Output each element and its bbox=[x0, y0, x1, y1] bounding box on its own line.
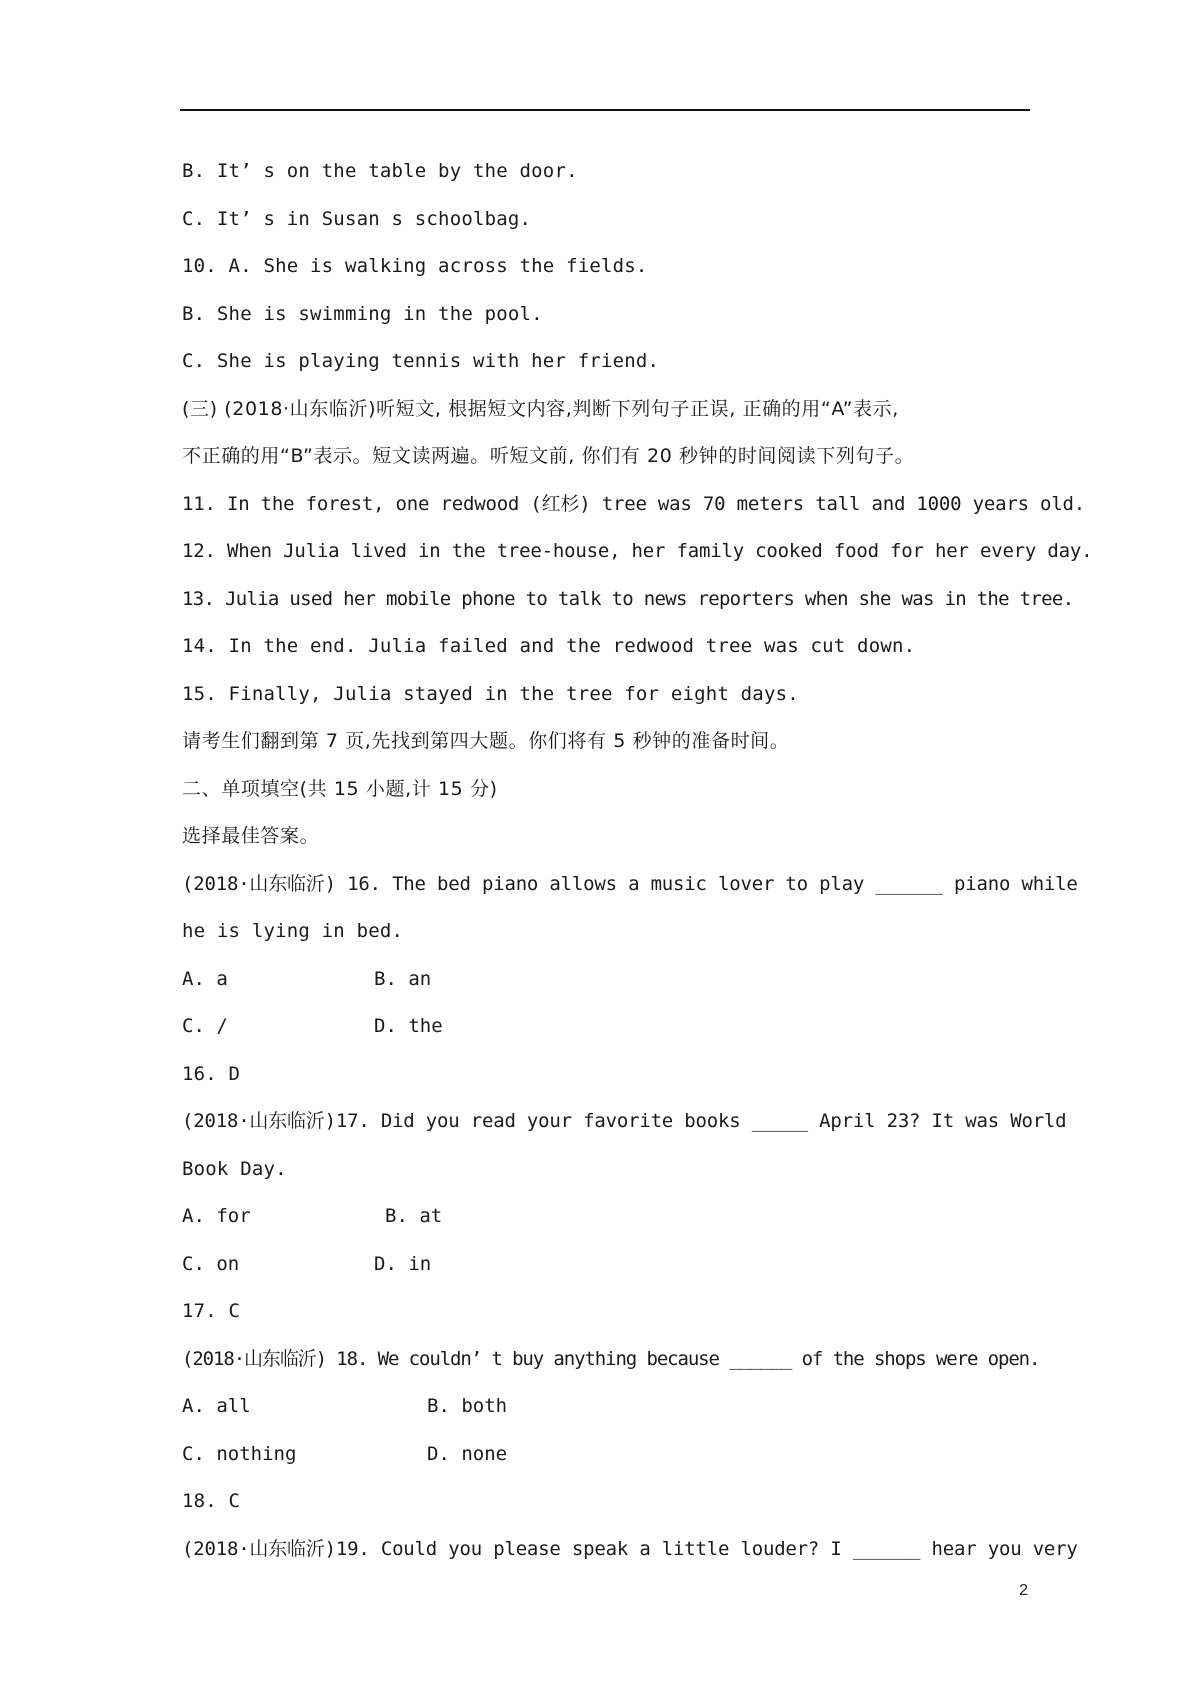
question-18-stem: (2018·山东临沂) 18. We couldn’ t buy anything because ______ of the shops were open. bbox=[182, 1347, 1040, 1370]
turn-page-instruction: 请考生们翻到第 7 页,先找到第四大题。你们将有 5 秒钟的准备时间。 bbox=[182, 730, 790, 752]
question-19-stem: (2018·山东临沂)19. Could you please speak a little louder? I ______ hear you very bbox=[182, 1537, 1078, 1560]
q17-option-a: A. for bbox=[182, 1205, 251, 1227]
q16-option-c: C. / bbox=[182, 1015, 228, 1037]
answer-16: 16. D bbox=[182, 1062, 241, 1085]
header-rule bbox=[180, 109, 1030, 111]
statement-15: 15. Finally, Julia stayed in the tree for eight days. bbox=[182, 682, 799, 705]
statement-13: 13. Julia used her mobile phone to talk to news reporters when she was in the tree. bbox=[182, 587, 1074, 610]
answer-18: 18. C bbox=[182, 1490, 241, 1512]
section3-instruction-line1: (三) (2018·山东临沂)听短文, 根据短文内容,判断下列句子正误, 正确的用“A”表示, bbox=[182, 397, 899, 420]
q10-option-c: C. She is playing tennis with her friend. bbox=[182, 350, 660, 372]
question-16-stem: (2018·山东临沂) 16. The bed piano allows a music lover to play ______ piano while bbox=[182, 872, 1078, 895]
page-body bbox=[182, 148, 1093, 1573]
q17-option-c: C. on bbox=[182, 1252, 240, 1275]
q16-option-a: A. a bbox=[182, 967, 228, 990]
q9-option-b: B. It’ s on the table by the door. bbox=[182, 160, 578, 182]
statement-11: 11. In the forest, one redwood (红杉) tree was 70 meters tall and 1000 years old. bbox=[182, 492, 1086, 515]
question-17-options-row2 bbox=[182, 1241, 1042, 1289]
q18-option-d: D. none bbox=[427, 1442, 508, 1465]
choose-best-answer-instruction: 选择最佳答案。 bbox=[182, 825, 320, 847]
section3-instruction-line2: 不正确的用“B”表示。短文读两遍。听短文前, 你们有 20 秒钟的时间阅读下列句子。 bbox=[182, 445, 915, 467]
q18-option-a: A. all bbox=[182, 1395, 251, 1417]
q10-option-b: B. She is swimming in the pool. bbox=[182, 302, 543, 325]
q18-option-b: B. both bbox=[427, 1395, 508, 1417]
question-16-stem-continued: he is lying in bed. bbox=[182, 920, 404, 942]
q9-option-c: C. It’ s in Susan s schoolbag. bbox=[182, 207, 532, 230]
question-18-options-row1 bbox=[182, 1383, 1042, 1431]
statement-12: 12. When Julia lived in the tree-house, her family cooked food for her every day. bbox=[182, 540, 1093, 562]
question-18-options-row2 bbox=[182, 1431, 1042, 1479]
q17-option-d: D. in bbox=[374, 1252, 432, 1275]
page-number: 2 bbox=[1019, 1582, 1028, 1599]
section-heading-single-choice: 二、单项填空(共 15 小题,计 15 分) bbox=[182, 777, 498, 800]
q10-option-a: 10. A. She is walking across the fields. bbox=[182, 255, 648, 277]
question-16-options-row1 bbox=[182, 956, 1042, 1004]
question-17-stem: (2018·山东临沂)17. Did you read your favorite books _____ April 23? It was World bbox=[182, 1110, 1067, 1132]
q16-option-d: D. the bbox=[374, 1015, 443, 1037]
answer-17: 17. C bbox=[182, 1300, 241, 1322]
statement-14: 14. In the end. Julia failed and the redwood tree was cut down. bbox=[182, 635, 916, 657]
q17-option-b: B. at bbox=[385, 1205, 443, 1227]
question-16-options-row2 bbox=[182, 1003, 1042, 1051]
question-17-options-row1 bbox=[182, 1193, 1042, 1241]
q16-option-b: B. an bbox=[374, 967, 432, 990]
q18-option-c: C. nothing bbox=[182, 1442, 297, 1465]
question-17-stem-continued: Book Day. bbox=[182, 1157, 287, 1180]
